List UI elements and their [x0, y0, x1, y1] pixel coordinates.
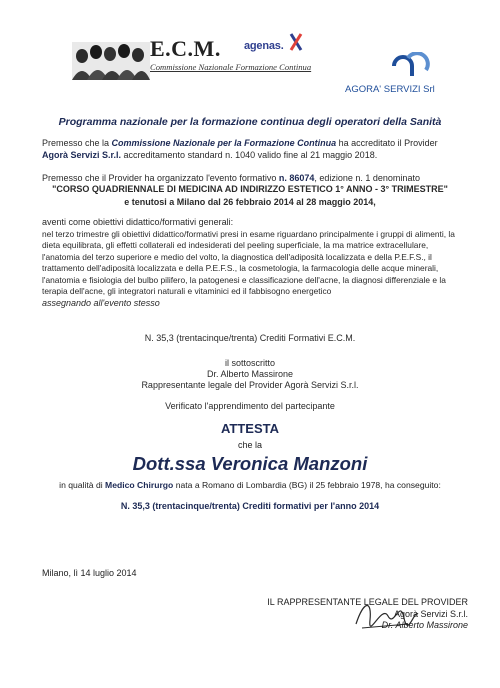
credits-awarded: N. 35,3 (trentacinque/trenta) Crediti formativi per l'anno 2014	[120, 501, 380, 511]
agenas-x-icon	[289, 32, 303, 52]
premise-event-text-2: , edizione n. 1 denominato	[314, 173, 420, 183]
course-title: "CORSO QUADRIENNALE DI MEDICINA AD INDIRIZZO ESTETICO 1° ANNO - 3° TRIMESTRE"	[52, 184, 448, 194]
signature-company: Agorà Servizi S.r.l.	[393, 608, 468, 619]
credits-line: N. 35,3 (trentacinque/trenta) Crediti Formativi E.C.M.	[144, 333, 356, 343]
undersigned-label: il sottoscritto	[224, 358, 275, 368]
header	[0, 0, 500, 100]
premise-provider-text-3: accreditamento standard n. 1040 valido fine al 21 maggio 2018.	[121, 149, 378, 160]
ecm-title: E.C.M.	[150, 36, 221, 61]
signature-title: IL RAPPRESENTANTE LEGALE DEL PROVIDER	[267, 597, 468, 607]
provider-name: Agorà Servizi S.r.l.	[42, 149, 122, 160]
event-number: n. 86074	[278, 173, 315, 183]
premise-provider	[42, 138, 462, 161]
che-la: che la	[237, 440, 263, 450]
agenas-logo	[244, 36, 284, 58]
premise-provider-text-1: Premesso che la	[42, 138, 112, 148]
place-date: Milano, lì 14 luglio 2014	[42, 568, 137, 578]
undersigned-role: Rappresentante legale del Provider Agorà Servizi S.r.l.	[141, 380, 359, 390]
premise-provider-text-2: ha accreditato il Provider	[336, 138, 438, 148]
verification-line: Verificato l'apprendimento del partecipante	[165, 401, 335, 411]
ecm-subtitle: Commissione Nazionale Formazione Continua	[150, 62, 312, 72]
signature-block	[258, 597, 468, 632]
agora-logo-icon	[388, 52, 432, 80]
recipient-details	[0, 480, 500, 490]
agenas-text: agenas.	[244, 40, 284, 52]
agora-name: AGORA' SERVIZI Srl	[345, 84, 435, 95]
objectives	[42, 217, 462, 309]
recipient-details-text-1: in qualità di	[59, 480, 106, 490]
recipient-details-text-2: nata a Romano di Lombardia (BG) il 25 febbraio 1978, ha conseguito:	[173, 480, 441, 490]
commission-name: Commissione Nazionale per la Formazione Continua	[111, 138, 337, 148]
recipient-name: Dott.ssa Veronica Manzoni	[132, 453, 368, 474]
undersigned-name: Dr. Alberto Massirone	[206, 369, 294, 379]
attesta-heading: ATTESTA	[220, 421, 279, 436]
signature-name: Dr. Alberto Massirone	[381, 620, 468, 630]
course-dates: e tenutosi a Milano dal 26 febbraio 2014 al 28 maggio 2014,	[124, 197, 376, 207]
objectives-intro: aventi come obiettivi didattico/formativi generali:	[42, 217, 234, 227]
objectives-list: nel terzo trimestre gli obiettivi didattico/formativi presi in esame riguardano principalmente i gruppi di alimenti, la dieta equilibrata, gli effetti collaterali ed indesiderati del peeling superficiale, la ma matrice extracellulare, l'anatomia del terzo superiore e medio del volto, la diagnostica dell'adiposità localizzata e della P.E.F.S., il trattamento dell'adiposità localizzata e della P.E.F.S., la cosmetologia, la farmacologia delle acque minerali, l'anatomia e fisiologia del bulbo pilifero, la patogenesi e classificazione dell'acne, la diagnosi differenziale e la terapia dell'acne, gli integratori naturali e vitaminici ed il fabbisogno energetico	[42, 228, 455, 296]
premise-event-text-1: Premesso che il Provider ha organizzato l'evento formativo	[42, 173, 279, 183]
objectives-assigned: assegnando all'evento stesso	[42, 297, 160, 308]
document-heading: Programma nazionale per la formazione continua degli operatori della Sanità	[58, 116, 442, 128]
premise-event	[42, 173, 462, 185]
recipient-profession: Medico Chirurgo	[105, 480, 174, 490]
